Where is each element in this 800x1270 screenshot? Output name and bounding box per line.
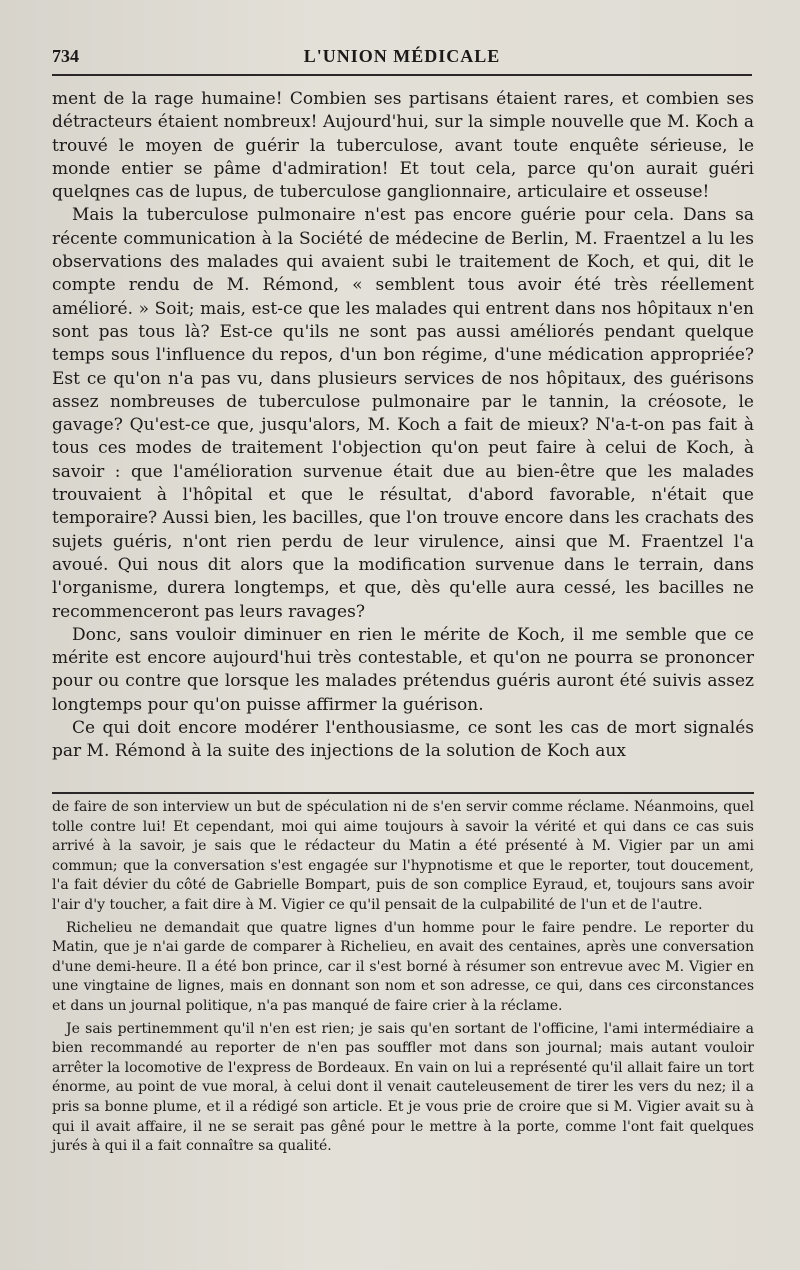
- paragraph-rage: ment de la rage humaine! Combien ses partisans étaient rares, et combien ses détracteurs étaient nombreux! Aujourd'hui, sur la simple nouvelle que M. Koch a trouvé le moyen de guérir la tuberculose, avant toute enquête sérieuse, le monde entier se pâme d'admiration! Et tout cela, parce qu'on aurait guéri quelqnes cas de lupus, de tuberculose ganglionnaire, articulaire et osseuse!: [52, 89, 754, 203]
- paragraph-cas-de-mort: Ce qui doit encore modérer l'enthousiasme, ce sont les cas de mort signalés par M. Rémond à la suite des injections de la solution de Koch aux: [52, 718, 754, 762]
- journal-title: L'UNION MÉDICALE: [303, 46, 501, 66]
- paragraph-merite-koch: Donc, sans vouloir diminuer en rien le mérite de Koch, il me semble que ce mérite est encore aujourd'hui très contestable, et qu'on ne pourra se prononcer pour ou contre que lorsque les malades prétendus guéris auront été suivis assez longtemps pour qu'on puisse affirmer la guérison.: [52, 624, 754, 715]
- page-header: [52, 44, 752, 76]
- main-text: [52, 88, 754, 764]
- page-number: 734: [52, 46, 79, 66]
- footnote-paragraph-interview: de faire de son interview un but de spéculation ni de s'en servir comme réclame. Néanmoins, quel tolle contre lui! Et cependant, moi qui aime toujours à savoir la vérité et qui dans ce cas suis arrivé à la savoir, je sais que le rédacteur du Matin a été présenté à M. Vigier par un ami commun; que la conversation s'est engagée sur l'hypnotisme et que le reporter, tout doucement, l'a fait dévier du côté de Gabrielle Bompart, puis de son complice Eyraud, et, toujours sans avoir l'air d'y toucher, a fait dire à M. Vigier ce qu'il pensait de la culpabilité de l'un et de l'autre.: [52, 799, 754, 913]
- footnote: [52, 798, 754, 1157]
- footnote-divider: [52, 792, 754, 794]
- paragraph-tuberculose-pulmonaire: Mais la tuberculose pulmonaire n'est pas encore guérie pour cela. Dans sa récente communication à la Société de médecine de Berlin, M. Fraentzel a lu les observations des malades qui avaient subi le traitement de Koch, et qui, dit le compte rendu de M. Rémond, « semblent tous avoir été très réellement amélioré. » Soit; mais, est-ce que les malades qui entrent dans nos hôpitaux n'en sont pas tous là? Est-ce qu'ils ne sont pas aussi améliorés pendant quelque temps sous l'influence du repos, d'un bon régime, d'une médication appropriée? Est ce qu'on n'a pas vu, dans plusieurs services de nos hôpitaux, des guérisons assez nombreuses de tuberculose pulmonaire par le tannin, la créosote, le gavage? Qu'est-ce que, jusqu'alors, M. Koch a fait de mieux? N'a-t-on pas fait à tous ces modes de traitement l'objection qu'on peut faire à celui de Koch, à savoir : que l'amélioration survenue était due au bien-être que les malades trouvaient à l'hôpital et que le résultat, d'abord favorable, n'était que temporaire? Aussi bien, les bacilles, que l'on trouve encore dans les crachats des sujets guéris, n'ont rien perdu de leur virulence, ainsi que M. Fraentzel l'a avoué. Qui nous dit alors que la modification survenue dans le terrain, dans l'organisme, durera longtemps, et que, dès qu'elle aura cessé, les bacilles ne recommenceront pas leurs ravages?: [52, 205, 754, 622]
- footnote-paragraph-richelieu: Richelieu ne demandait que quatre lignes d'un homme pour le faire pendre. Le reporter du Matin, que je n'ai garde de comparer à Richelieu, en avait des centaines, après une conversation d'une demi-heure. Il a été bon prince, car il s'est borné à résumer son entrevue avec M. Vigier en une vingtaine de lignes, mais en donnant son nom et son adresse, ce qui, dans ces circonstances et dans un journal politique, n'a pas manqué de faire crier à la réclame.: [52, 919, 754, 1014]
- footnote-paragraph-officine: Je sais pertinemment qu'il n'en est rien; je sais qu'en sortant de l'officine, l'ami intermédiaire a bien recommandé au reporter de n'en pas souffler mot dans son journal; mais autant vouloir arrêter la locomotive de l'express de Bordeaux. En vain on lui a représenté qu'il allait faire un tort énorme, au point de vue moral, à celui dont il venait cauteleusement de tirer les vers du nez; il a pris sa bonne plume, et il a rédigé son article. Et je vous prie de croire que si M. Vigier avait su à qui il avait affaire, il ne se serait pas gêné pour le mettre à la porte, comme l'ont fait quelques jurés à qui il a fait connaître sa qualité.: [52, 1020, 754, 1155]
